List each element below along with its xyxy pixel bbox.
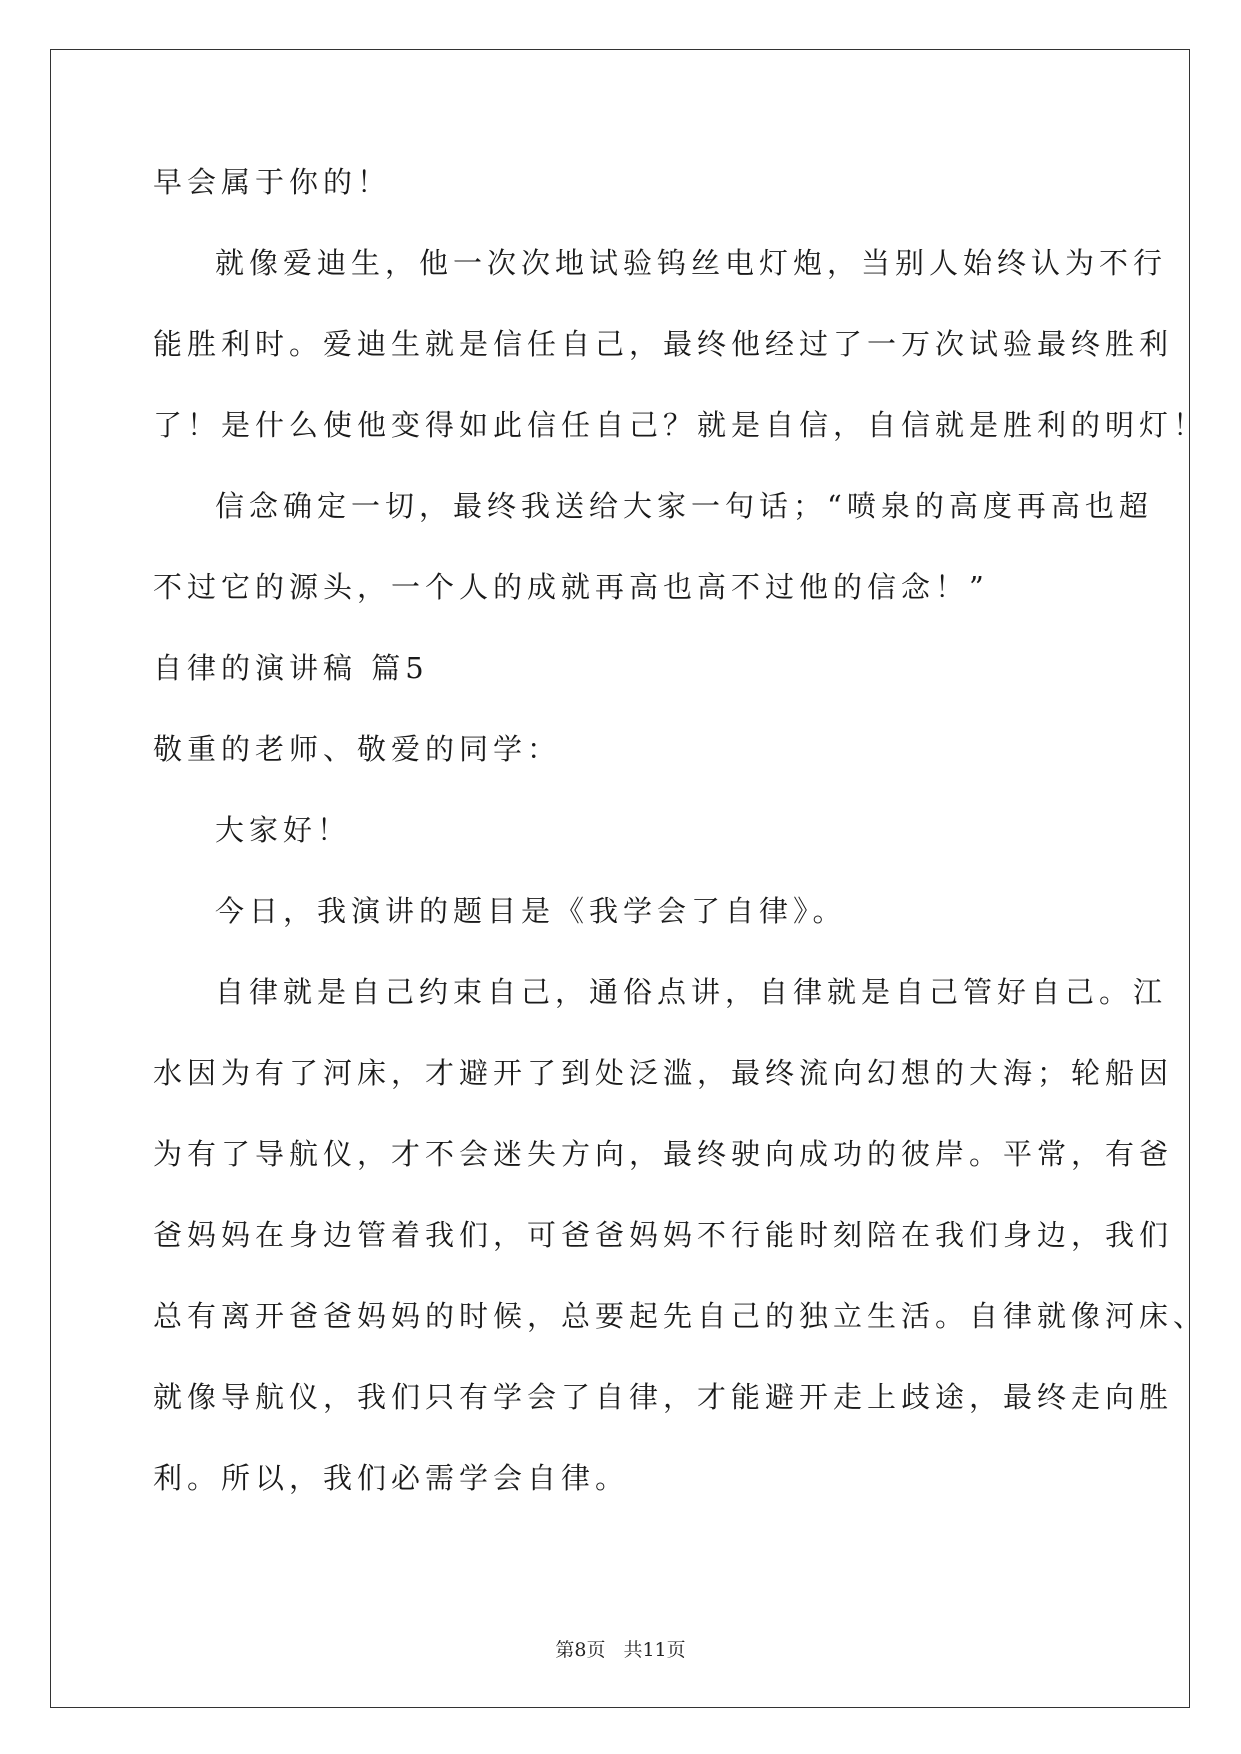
text-line: 今日，我演讲的题目是《我学会了自律》。 bbox=[215, 894, 847, 928]
text-line: 总有离开爸爸妈妈的时候，总要起先自己的独立生活。自律就像河床、 bbox=[153, 1299, 1208, 1333]
text-line: 了！是什么使他变得如此信任自己？就是自信，自信就是胜利的明灯！ bbox=[153, 408, 1208, 442]
text-line: 不过它的源头，一个人的成就再高也高不过他的信念！” bbox=[153, 570, 989, 604]
text-line: 自律就是自己约束自己，通俗点讲，自律就是自己管好自己。江 bbox=[215, 975, 1168, 1009]
text-line: 就像导航仪，我们只有学会了自律，才能避开走上歧途，最终走向胜 bbox=[153, 1380, 1174, 1414]
salutation: 敬重的老师、敬爱的同学： bbox=[153, 732, 562, 766]
page-total: 共11页 bbox=[623, 1639, 686, 1661]
page-number: 第8页 bbox=[555, 1639, 606, 1661]
document-body bbox=[153, 158, 1208, 1535]
page-footer bbox=[0, 1638, 1241, 1662]
section-heading: 自律的演讲稿 篇5 bbox=[153, 651, 429, 685]
greeting: 大家好！ bbox=[215, 813, 352, 847]
text-line: 水因为有了河床，才避开了到处泛滥，最终流向幻想的大海；轮船因 bbox=[153, 1056, 1174, 1090]
text-line: 就像爱迪生，他一次次地试验钨丝电灯炮，当别人始终认为不行 bbox=[215, 246, 1168, 280]
text-line: 为有了导航仪，才不会迷失方向，最终驶向成功的彼岸。平常，有爸 bbox=[153, 1137, 1174, 1171]
text-line: 早会属于你的！ bbox=[153, 165, 392, 199]
text-line: 信念确定一切，最终我送给大家一句话；“喷泉的高度再高也超 bbox=[215, 489, 1153, 523]
text-line: 利。所以，我们必需学会自律。 bbox=[153, 1461, 630, 1495]
text-line: 爸妈妈在身边管着我们，可爸爸妈妈不行能时刻陪在我们身边，我们 bbox=[153, 1218, 1174, 1252]
text-line: 能胜利时。爱迪生就是信任自己，最终他经过了一万次试验最终胜利 bbox=[153, 327, 1174, 361]
